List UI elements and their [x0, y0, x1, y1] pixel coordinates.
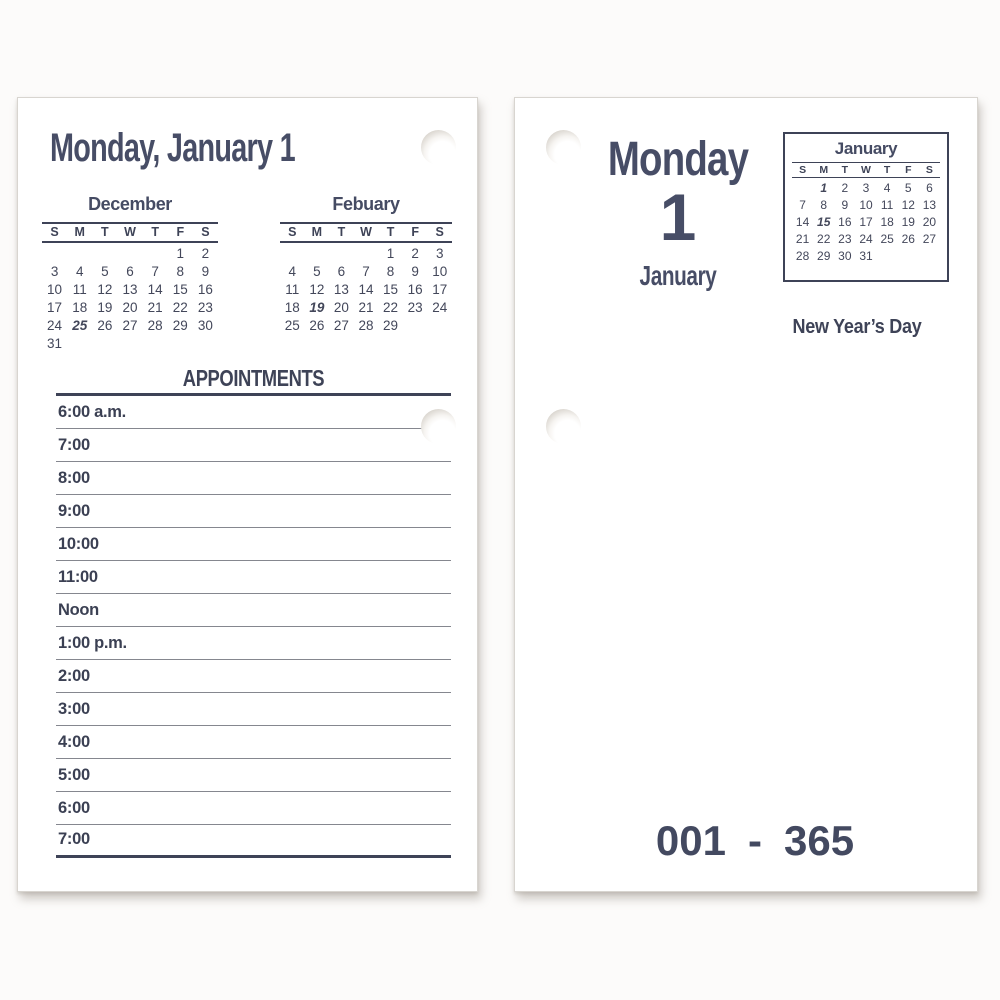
date-cell: 13 — [922, 198, 937, 212]
date-cell: 28 — [795, 249, 810, 263]
month-label: January — [639, 260, 717, 291]
empty-date-cell — [403, 319, 428, 333]
date-cell: 10 — [859, 198, 873, 212]
minical-december — [42, 194, 218, 351]
date-cell: 7 — [799, 198, 806, 212]
day-of-week-header: T — [386, 225, 395, 239]
date-cell: 23 — [838, 232, 852, 246]
holiday-label: New Year’s Day — [792, 316, 922, 338]
date-cell: 24 — [432, 300, 448, 315]
empty-date-cell — [329, 247, 354, 261]
empty-date-cell — [168, 337, 193, 351]
date-cell: 5 — [101, 264, 109, 279]
appointment-rows — [56, 393, 451, 858]
day-of-year-current: 001 — [655, 817, 726, 864]
day-of-week-header: M — [311, 225, 323, 239]
day-of-week-header: S — [50, 225, 59, 239]
date-cell: 17 — [859, 215, 873, 229]
date-cell: 6 — [926, 181, 933, 195]
date-cell: 23 — [197, 300, 213, 315]
date-cell: 1 — [820, 181, 828, 195]
date-cell: 29 — [172, 318, 188, 333]
date-cell: 4 — [288, 264, 297, 279]
date-cell: 16 — [197, 282, 213, 297]
minical-december-title: December — [88, 194, 172, 214]
date-cell: 27 — [122, 318, 138, 333]
day-of-week-header: T — [101, 225, 109, 239]
minical-february-day-headers — [280, 222, 452, 243]
empty-date-cell — [143, 337, 168, 351]
appointment-row — [56, 462, 451, 495]
date-cell: 13 — [122, 282, 138, 297]
date-cell: 3 — [862, 181, 870, 195]
day-of-week-header: F — [176, 225, 185, 239]
date-cell: 1 — [386, 246, 395, 261]
date-cell: 20 — [333, 300, 349, 315]
empty-date-cell — [42, 247, 67, 261]
date-cell: 8 — [386, 264, 395, 279]
date-cell: 24 — [859, 232, 873, 246]
date-cell: 29 — [817, 249, 831, 263]
day-of-week-header: S — [435, 225, 444, 239]
date-cell: 5 — [313, 264, 321, 279]
empty-date-cell — [67, 247, 92, 261]
date-cell: 22 — [172, 300, 188, 315]
date-cell: 31 — [859, 249, 873, 263]
weekday-label: Monday — [607, 133, 749, 186]
appointment-row — [56, 627, 451, 660]
date-cell: 7 — [151, 264, 159, 279]
date-cell: 30 — [197, 318, 213, 333]
appointment-time-label: 10:00 — [58, 535, 99, 553]
date-cell: 25 — [284, 318, 300, 333]
day-of-week-header: M — [819, 164, 829, 176]
minical-february — [280, 194, 452, 333]
date-cell: 6 — [337, 264, 346, 279]
calendar-right-page — [514, 97, 978, 892]
date-title: Monday, January 1 — [50, 126, 295, 170]
date-cell: 12 — [901, 198, 915, 212]
day-of-week-header: M — [74, 225, 85, 239]
date-cell: 14 — [358, 282, 374, 297]
date-cell: 21 — [795, 232, 810, 246]
appointment-row — [56, 726, 451, 759]
date-cell: 9 — [411, 264, 419, 279]
appointment-time-label: 7:00 — [58, 436, 90, 454]
empty-date-cell — [92, 337, 117, 351]
minical-january-day-headers — [792, 162, 940, 178]
date-cell: 8 — [176, 264, 185, 279]
day-of-week-header: S — [288, 225, 297, 239]
appointment-row — [56, 429, 451, 462]
date-cell: 26 — [97, 318, 113, 333]
appointment-time-label: 5:00 — [58, 766, 90, 784]
date-cell: 17 — [47, 300, 63, 315]
day-of-year-separator: - — [748, 817, 762, 864]
appointment-time-label: 8:00 — [58, 469, 90, 487]
appointment-row — [56, 759, 451, 792]
date-cell: 30 — [838, 249, 852, 263]
appointment-time-label: 1:00 p.m. — [58, 634, 127, 652]
date-cell: 27 — [922, 232, 937, 246]
date-cell: 28 — [358, 318, 374, 333]
day-of-week-header: F — [905, 164, 912, 176]
date-cell: 26 — [901, 232, 915, 246]
empty-date-cell — [67, 337, 92, 351]
appointments-header: APPOINTMENTS — [182, 365, 325, 391]
date-cell: 28 — [147, 318, 163, 333]
appointment-time-label: 9:00 — [58, 502, 90, 520]
date-cell: 22 — [817, 232, 831, 246]
punch-hole-bottom — [546, 409, 581, 444]
minical-december-grid — [42, 247, 218, 351]
date-cell: 4 — [75, 264, 84, 279]
day-of-week-header: S — [925, 164, 933, 176]
date-cell: 19 — [97, 300, 113, 315]
appointment-row — [56, 660, 451, 693]
punch-hole-top — [421, 130, 456, 165]
date-cell: 3 — [50, 264, 59, 279]
day-of-week-header: W — [861, 164, 871, 176]
date-cell: 1 — [176, 246, 185, 261]
day-of-week-header: W — [360, 225, 372, 239]
date-cell: 25 — [72, 318, 88, 333]
date-cell: 25 — [880, 232, 894, 246]
date-cell: 12 — [309, 282, 325, 297]
appointment-row — [56, 594, 451, 627]
appointment-time-label: 4:00 — [58, 733, 90, 751]
date-cell: 12 — [97, 282, 113, 297]
minical-december-day-headers — [42, 222, 218, 243]
date-cell: 22 — [383, 300, 399, 315]
appointment-row — [56, 825, 451, 858]
empty-date-cell — [427, 319, 452, 333]
empty-date-cell — [143, 247, 168, 261]
date-cell: 4 — [883, 181, 891, 195]
minical-february-title: Febuary — [332, 194, 400, 214]
date-cell: 14 — [147, 282, 163, 297]
date-cell: 11 — [880, 198, 894, 212]
date-cell: 26 — [309, 318, 325, 333]
empty-date-cell — [877, 250, 898, 263]
empty-date-cell — [898, 250, 919, 263]
day-of-year-counter — [545, 817, 965, 864]
appointment-row — [56, 792, 451, 825]
date-cell: 8 — [820, 198, 828, 212]
date-cell: 10 — [432, 264, 448, 279]
date-cell: 15 — [172, 282, 188, 297]
date-cell: 16 — [407, 282, 423, 297]
day-of-week-header: T — [151, 225, 159, 239]
date-cell: 17 — [432, 282, 448, 297]
date-cell: 11 — [285, 282, 300, 297]
date-cell: 23 — [407, 300, 423, 315]
date-cell: 5 — [904, 181, 912, 195]
appointment-row — [56, 396, 451, 429]
date-cell: 21 — [358, 300, 374, 315]
date-cell: 14 — [795, 215, 810, 229]
appointment-time-label: 3:00 — [58, 700, 90, 718]
date-cell: 15 — [817, 215, 831, 229]
appointment-row — [56, 693, 451, 726]
appointment-time-label: Noon — [58, 601, 99, 619]
minical-january-grid — [792, 182, 940, 263]
minical-january-title: January — [834, 139, 898, 158]
day-of-week-header: F — [411, 225, 419, 239]
empty-date-cell — [117, 337, 142, 351]
date-cell: 2 — [201, 246, 210, 261]
day-of-week-header: W — [124, 225, 136, 239]
day-of-week-header: S — [799, 164, 807, 176]
appointment-time-label: 7:00 — [58, 830, 90, 848]
empty-date-cell — [919, 250, 940, 263]
date-cell: 19 — [901, 215, 915, 229]
date-cell: 6 — [126, 264, 134, 279]
date-cell: 16 — [838, 215, 852, 229]
empty-date-cell — [280, 247, 305, 261]
punch-hole-bottom — [421, 409, 456, 444]
empty-date-cell — [354, 247, 379, 261]
date-cell: 24 — [47, 318, 63, 333]
date-cell: 15 — [383, 282, 399, 297]
date-cell: 9 — [201, 264, 210, 279]
date-cell: 10 — [47, 282, 63, 297]
minical-january — [783, 132, 949, 282]
appointment-row — [56, 561, 451, 594]
date-cell: 11 — [72, 282, 87, 297]
date-cell: 2 — [841, 181, 849, 195]
empty-date-cell — [193, 337, 218, 351]
date-cell: 31 — [47, 336, 63, 351]
date-cell: 29 — [383, 318, 399, 333]
empty-date-cell — [792, 182, 813, 195]
calendar-left-page — [17, 97, 478, 892]
appointment-row — [56, 495, 451, 528]
day-of-week-header: T — [337, 225, 346, 239]
appointment-time-label: 6:00 — [58, 799, 90, 817]
date-cell: 18 — [72, 300, 88, 315]
day-of-week-header: T — [841, 164, 849, 176]
appointment-row — [56, 528, 451, 561]
date-cell: 3 — [435, 246, 444, 261]
date-cell: 20 — [922, 215, 937, 229]
empty-date-cell — [117, 247, 142, 261]
empty-date-cell — [92, 247, 117, 261]
punch-hole-top — [546, 130, 581, 165]
date-cell: 18 — [880, 215, 894, 229]
date-cell: 13 — [333, 282, 349, 297]
day-of-year-total: 365 — [784, 817, 855, 864]
appointment-time-label: 11:00 — [58, 568, 98, 586]
date-cell: 19 — [309, 300, 325, 315]
date-cell: 2 — [411, 246, 419, 261]
day-of-week-header: S — [201, 225, 210, 239]
date-cell: 27 — [333, 318, 349, 333]
date-cell: 21 — [147, 300, 163, 315]
day-of-week-header: T — [883, 164, 891, 176]
date-cell: 7 — [362, 264, 370, 279]
day-number: 1 — [659, 180, 697, 254]
appointment-time-label: 6:00 a.m. — [58, 403, 126, 421]
appointment-time-label: 2:00 — [58, 667, 90, 685]
date-cell: 18 — [284, 300, 300, 315]
date-cell: 20 — [122, 300, 138, 315]
empty-date-cell — [305, 247, 330, 261]
date-cell: 9 — [841, 198, 849, 212]
minical-february-grid — [280, 247, 452, 333]
